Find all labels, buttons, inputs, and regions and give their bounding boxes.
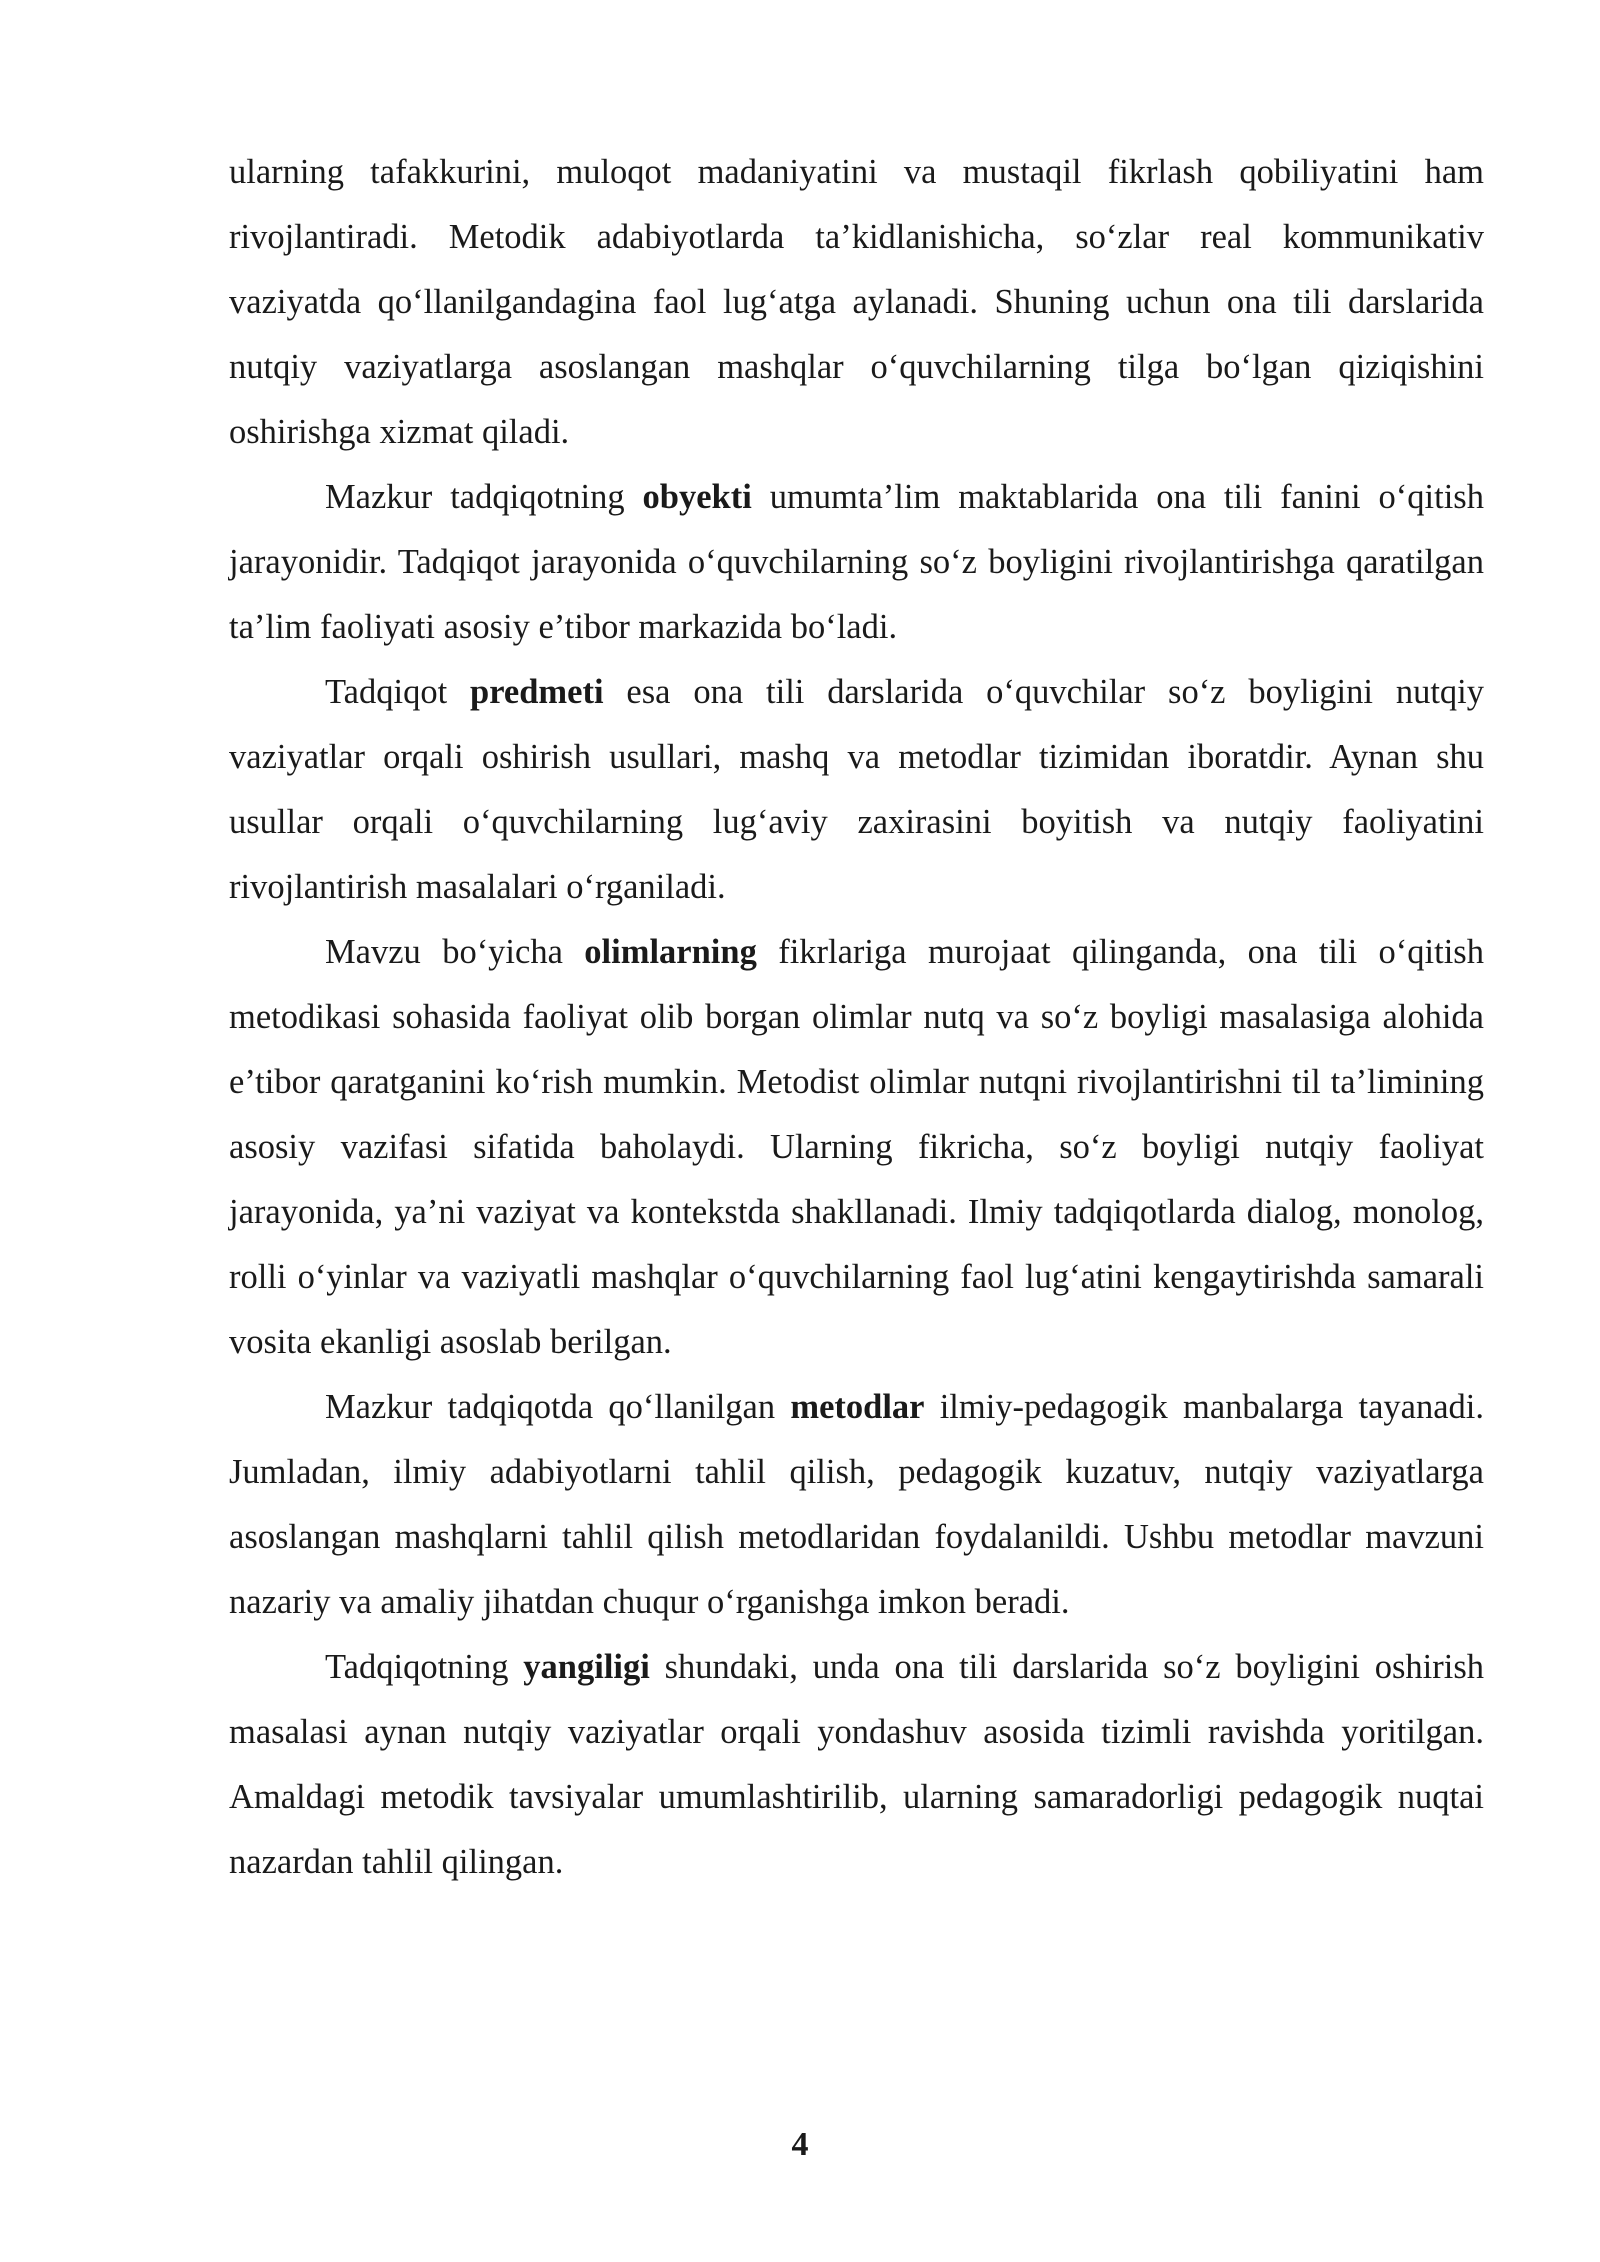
paragraph-subject (229, 660, 1484, 920)
keyword-olimlarning: olimlarning (584, 933, 757, 971)
keyword-yangiligi: yangiligi (523, 1648, 650, 1686)
paragraph-text: Mavzu bo‘yicha (325, 933, 585, 971)
paragraph-text: Mazkur tadqiqotda qo‘llanilgan (325, 1388, 791, 1426)
paragraph-text: umumta’lim maktablarida ona tili fanini o‘qitish jarayonidir. Tadqiqot jarayonida o‘quvchilarning so‘z boyligini rivojlantirishga qaratilgan ta’lim faoliyati asosiy e’tibor markazida bo‘ladi. (229, 478, 1484, 646)
paragraph-methods (229, 1375, 1484, 1635)
keyword-metodlar: metodlar (790, 1388, 925, 1426)
paragraph-text: Tadqiqotning (325, 1648, 524, 1686)
paragraph-object (229, 465, 1484, 660)
paragraph-text: ularning tafakkurini, muloqot madaniyatini va mustaqil fikrlash qobiliyatini ham rivojlantiradi. Metodik adabiyotlarda ta’kidlanishicha, so‘zlar real kommunikativ vaziyatda qo‘llanilgandagina faol lug‘atga aylanadi. Shuning uchun ona tili darslarida nutqiy vaziyatlarga asoslangan mashqlar o‘quvchilarning tilga bo‘lgan qiziqishini oshirishga xizmat qiladi. (229, 153, 1484, 451)
paragraph-text: esa ona tili darslarida o‘quvchilar so‘z boyligini nutqiy vaziyatlar orqali oshirish usullari, mashq va metodlar tizimidan iboratdir. Aynan shu usullar orqali o‘quvchilarning lug‘aviy zaxirasini boyitish va nutqiy faoliyatini rivojlantirish masalalari o‘rganiladi. (229, 673, 1484, 906)
paragraph-text: Tadqiqot (325, 673, 471, 711)
page-number: 4 (791, 2126, 809, 2163)
keyword-predmeti: predmeti (470, 673, 604, 711)
paragraph-text: shundaki, unda ona tili darslarida so‘z boyligini oshirish masalasi aynan nutqiy vaziyatlar orqali yondashuv asosida tizimli ravishda yoritilgan. Amaldagi metodik tavsiyalar umumlashtirilib, ularning samaradorligi pedagogik nuqtai nazardan tahlil qilingan. (229, 1648, 1485, 1881)
paragraph-novelty (229, 1635, 1484, 1895)
keyword-obyekti: obyekti (642, 478, 752, 516)
document-body (229, 140, 1484, 1895)
paragraph-text: Mazkur tadqiqotning (325, 478, 643, 516)
paragraph-text: ilmiy-pedagogik manbalarga tayanadi. Jumladan, ilmiy adabiyotlarni tahlil qilish, pedagogik kuzatuv, nutqiy vaziyatlarga asoslangan mashqlarni tahlil qilish metodlaridan foydalanildi. Ushbu metodlar mavzuni nazariy va amaliy jihatdan chuqur o‘rganishga imkon beradi. (229, 1388, 1484, 1621)
paragraph-continuation (229, 140, 1484, 465)
paragraph-text: fikrlariga murojaat qilinganda, ona tili o‘qitish metodikasi sohasida faoliyat olib borgan olimlar nutq va so‘z boyligi masalasiga alohida e’tibor qaratganini ko‘rish mumkin. Metodist olimlar nutqni rivojlantirishni til ta’limining asosiy vazifasi sifatida baholaydi. Ularning fikricha, so‘z boyligi nutqiy faoliyat jarayonida, ya’ni vaziyat va kontekstda shakllanadi. Ilmiy tadqiqotlarda dialog, monolog, rolli o‘yinlar va vaziyatli mashqlar o‘quvchilarning faol lug‘atini kengaytirishda samarali vosita ekanligi asoslab berilgan. (229, 933, 1484, 1361)
paragraph-scholars (229, 920, 1484, 1375)
